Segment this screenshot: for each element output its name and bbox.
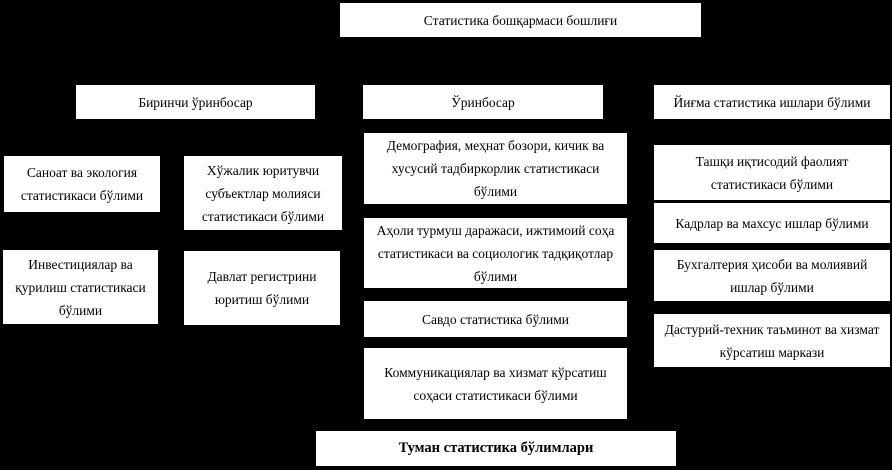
org-node-investments-construction: Инвестициялар ва қурилиш статистикаси бўлими: [3, 250, 158, 324]
org-node-industry-ecology: Саноат ва экология статистикаси бўлими: [4, 156, 160, 212]
org-node-state-register: Давлат регистрини юритиш бўлими: [184, 251, 340, 325]
org-node-software-technical: Дастурий-техник таъминот ва хизмат кўрсатиш маркази: [654, 314, 890, 367]
org-node-accounting: Бухгалтерия ҳисоби ва молиявий ишлар бўлими: [654, 250, 890, 301]
org-node-district-departments: Туман статистика бўлимлари: [316, 431, 676, 466]
org-node-head: Статистика бошқармаси бошлиғи: [340, 3, 701, 37]
org-node-communications: Коммуникациялар ва хизмат кўрсатиш соҳаси статистикаси бўлими: [364, 348, 627, 419]
org-node-trade: Савдо статистика бўлими: [364, 301, 627, 337]
org-node-summary-statistics: Йиғма статистика ишлари бўлими: [654, 85, 890, 119]
org-node-living-standards: Аҳоли турмуш даражаси, ижтимоий соҳа статистикаси ва социологик тадқиқотлар бўлими: [364, 218, 627, 288]
org-node-personnel: Кадрлар ва махсус ишлар бўлими: [654, 203, 890, 243]
org-node-first-deputy: Биринчи ўринбосар: [76, 85, 315, 119]
org-node-deputy: Ўринбосар: [363, 85, 603, 119]
org-node-business-finance: Хўжалик юритувчи субъектлар молияси статистикаси бўлими: [184, 156, 342, 230]
org-node-demography: Демография, меҳнат бозори, кичик ва хусусий тадбиркорлик статистикаси бўлими: [364, 133, 627, 204]
org-node-foreign-economic: Ташқи иқтисодий фаолият статистикаси бўлими: [654, 145, 890, 200]
